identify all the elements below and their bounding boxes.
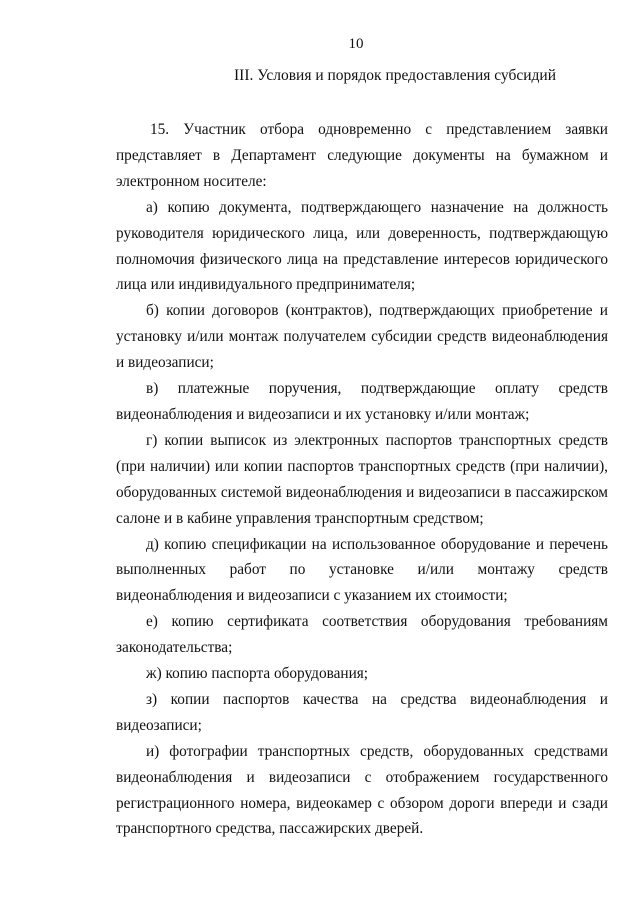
paragraph-item-a: а) копию документа, подтверждающего назначение на должность руководителя юридического лица, или доверенность, подтверждающую полномочия физического лица на представление интересов юридического лица или индивидуального предпринимателя; [116, 198, 608, 294]
paragraph-item-d: д) копию спецификации на использованное оборудование и перечень выполненных работ по установке и/или монтажу средств видеонаблюдения и видеозаписи с указанием их стоимости; [116, 535, 608, 605]
section-title: III. Условия и порядок предоставления субсидий [234, 67, 557, 84]
document-body [116, 117, 608, 842]
page-number: 10 [348, 36, 364, 52]
paragraph-item-v: в) платежные поручения, подтверждающие оплату средств видеонаблюдения и видеозаписи и их установку и/или монтаж; [116, 380, 608, 423]
paragraph-15: 15. Участник отбора одновременно с представлением заявки представляет в Департамент следующие документы на бумажном и электронном носителе: [116, 121, 608, 190]
paragraph-item-e: е) копию сертификата соответствия оборудования требованиям законодательства; [116, 613, 608, 657]
paragraph-item-g: г) копии выписок из электронных паспортов транспортных средств (при наличии) или копии паспортов транспортных средств (при наличии), оборудованных системой видеонаблюдения и видеозаписи в пассажирском салоне и в кабине управления транспортным средством; [116, 431, 608, 527]
paragraph-item-i: и) фотографии транспортных средств, оборудованных средствами видеонаблюдения и видеозаписи с отображением государственного регистрационного номера, видеокамер с обзором дороги впереди и сзади транспортного средства, пассажирских дверей. [116, 742, 608, 838]
paragraph-item-b: б) копии договоров (контрактов), подтверждающих приобретение и установку и/или монтаж получателем субсидии средств видеонаблюдения и видеозаписи; [116, 302, 608, 372]
paragraph-item-zh: ж) копию паспорта оборудования; [146, 665, 369, 683]
paragraph-item-z: з) копии паспортов качества на средства видеонаблюдения и видеозаписи; [116, 690, 608, 734]
